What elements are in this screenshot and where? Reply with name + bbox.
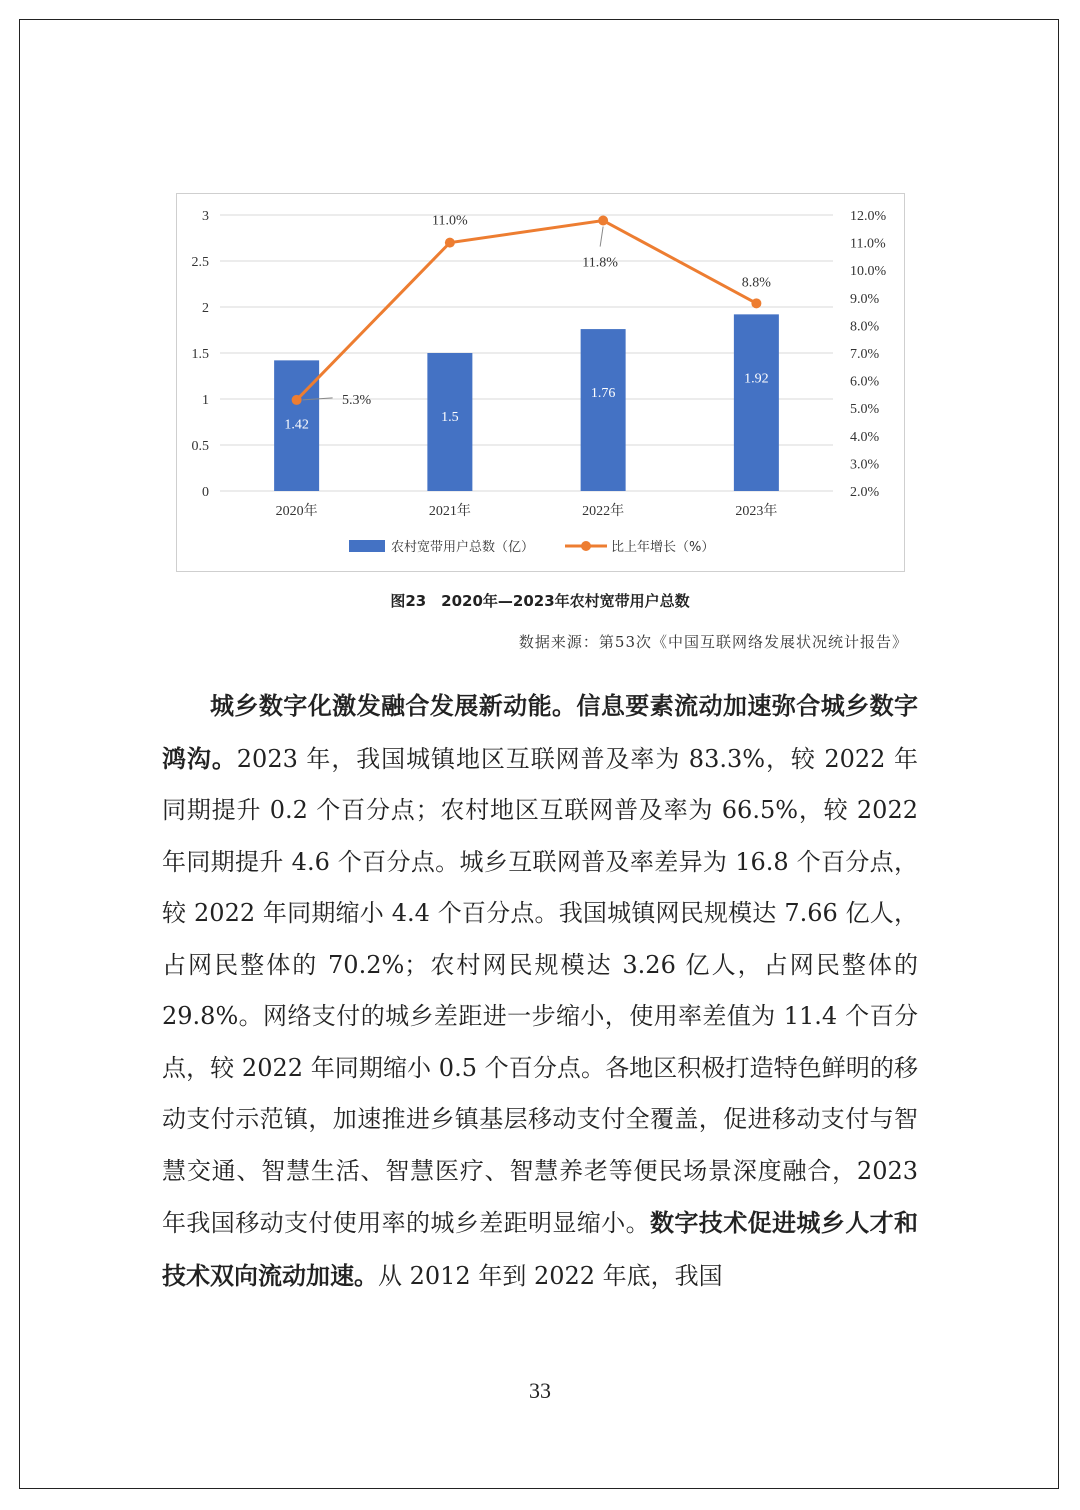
leader-line (600, 227, 603, 247)
left-tick-label: 0.5 (191, 439, 209, 454)
left-tick-label: 2 (202, 301, 209, 316)
bar-data-label: 1.5 (441, 410, 459, 425)
line-data-label: 11.0% (432, 213, 468, 229)
category-label: 2021年 (428, 504, 471, 519)
line-point (292, 395, 302, 405)
left-tick-label: 1.5 (191, 347, 209, 362)
right-tick-label: 3.0% (850, 457, 880, 473)
legend-swatch-bar (349, 540, 385, 552)
paragraph-run-0: 城乡数字化激发融合发展新动能。信息要素流动加速弥合城乡数字鸿沟。 (162, 691, 918, 773)
paragraph-run-3: 从 2012 年到 2022 年底，我国 (378, 1261, 723, 1290)
bar-data-label: 1.76 (590, 386, 616, 402)
paragraph-run-2: 数字技术促进城乡人才和技术双向流动加速。 (162, 1208, 918, 1290)
line-point (445, 238, 455, 248)
right-tick-label: 12.0% (850, 209, 887, 224)
category-label: 2022年 (582, 504, 625, 519)
right-tick-label: 9.0% (850, 291, 880, 307)
chart-svg (177, 194, 906, 573)
line-point (751, 298, 761, 308)
page-number: 33 (529, 1378, 551, 1403)
bar-data-label: 1.42 (284, 417, 309, 433)
left-tick-label: 1 (202, 393, 209, 408)
category-label: 2020年 (275, 504, 318, 519)
line-point (598, 216, 608, 226)
right-tick-label: 11.0% (850, 236, 886, 252)
left-tick-label: 3 (202, 209, 209, 224)
figure-caption: 图23 2020年—2023年农村宽带用户总数 (390, 592, 690, 610)
growth-line (297, 221, 757, 400)
bar (734, 314, 779, 491)
right-tick-label: 4.0% (850, 429, 880, 445)
data-source: 数据来源：第53次《中国互联网络发展状况统计报告》 (518, 633, 908, 651)
right-tick-label: 6.0% (850, 374, 880, 390)
legend-label-line: 比上年增长（%） (611, 540, 715, 555)
paragraph-run-1: 2023 年，我国城镇地区互联网普及率为 83.3%，较 2022 年同期提升 0.2 个百分点；农村地区互联网普及率为 66.5%，较 2022 年同期提升 4.6 个百分点。城乡互联网普及率差异为 16.8 个百分点，较 2022 年同期缩小 4.4 个百分点。我国城镇网民规模达 7.66 亿人，占网民整体的 70.2%；农村网民规模达 3.26 亿人，占网民整体的 29.8%。网络支付的城乡差距进一步缩小，使用率差值为 11.4 个百分点，较 2022 年同期缩小 0.5 个百分点。各地区积极打造特色鲜明的移动支付示范镇，加速推进乡镇基层移动支付全覆盖，促进移动支付与智慧交通、智慧生活、智慧医疗、智慧养老等便民场景深度融合，2023 年我国移动支付使用率的城乡差距明显缩小。 (162, 744, 919, 1237)
line-data-label: 8.8% (741, 275, 771, 291)
body-paragraph (162, 680, 918, 1302)
category-label: 2023年 (735, 504, 778, 519)
right-tick-label: 7.0% (850, 347, 880, 362)
bar (581, 329, 626, 491)
right-tick-label: 8.0% (850, 319, 880, 335)
right-tick-label: 5.0% (850, 402, 880, 418)
line-data-label: 5.3% (342, 392, 372, 408)
chart (176, 193, 905, 572)
left-tick-label: 0 (202, 485, 209, 500)
left-tick-label: 2.5 (191, 255, 209, 270)
bar-data-label: 1.92 (744, 371, 769, 387)
right-tick-label: 2.0% (850, 485, 880, 500)
legend-label-bar: 农村宽带用户总数（亿） (391, 540, 535, 555)
right-tick-label: 10.0% (850, 264, 887, 280)
legend-swatch-marker (581, 541, 591, 551)
line-data-label: 11.8% (582, 255, 618, 271)
